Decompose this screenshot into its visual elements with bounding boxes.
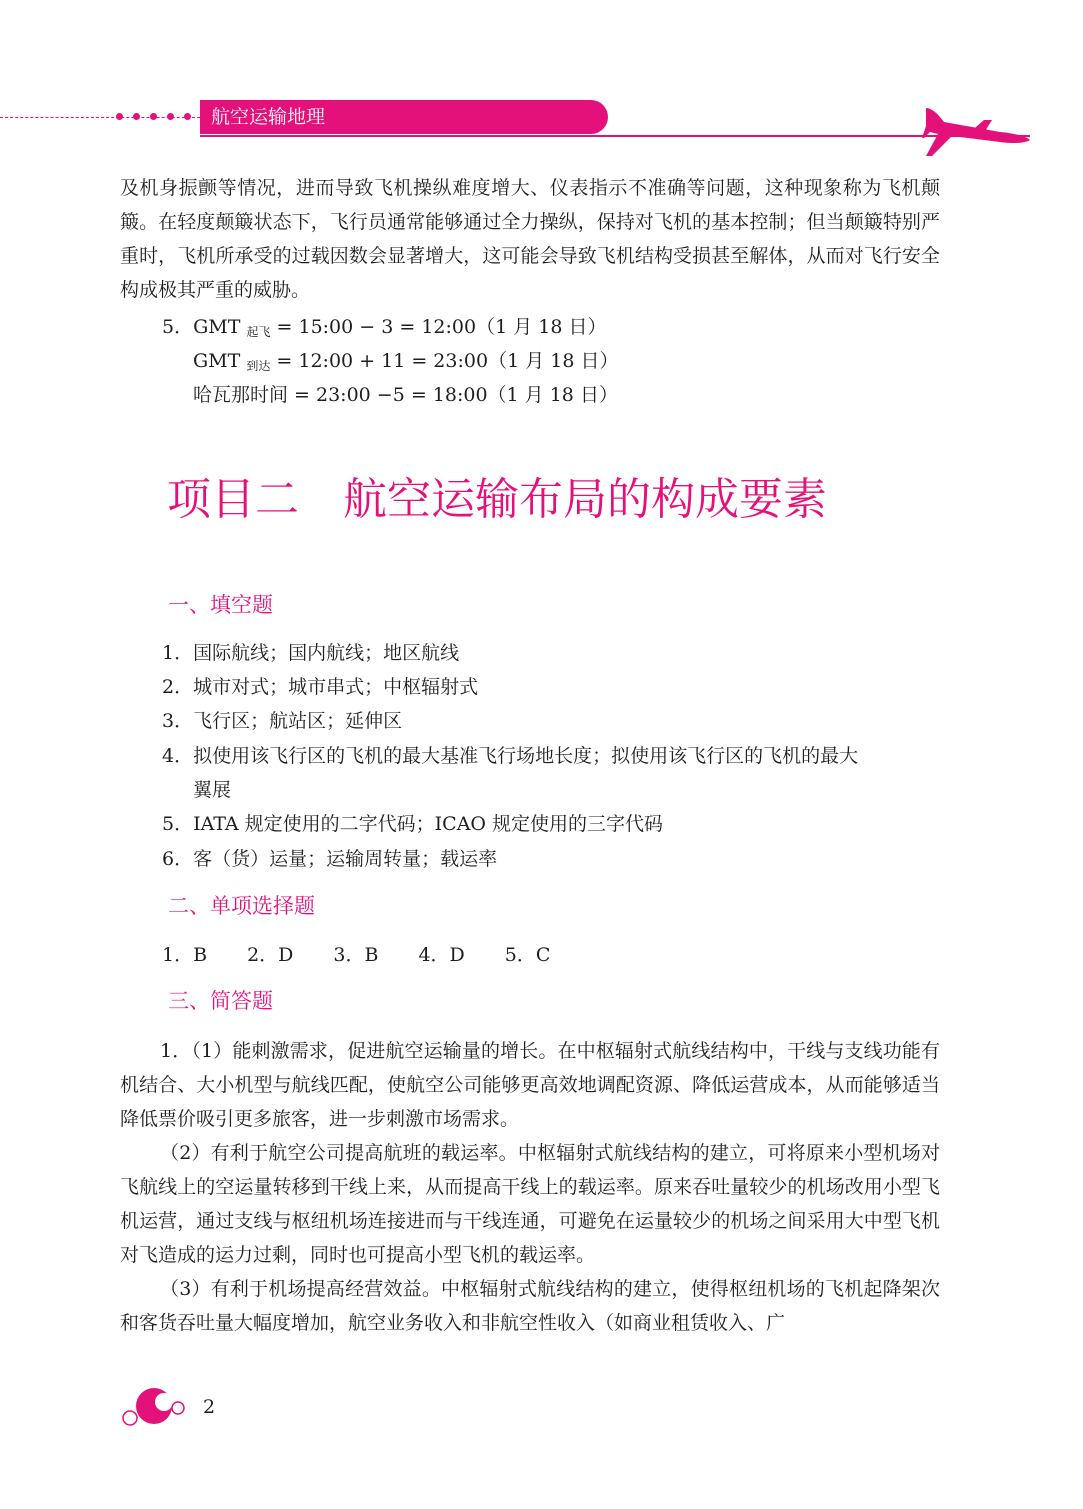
list-item: 1．国际航线；国内航线；地区航线 <box>162 642 460 664</box>
section-heading-short-answer: 三、简答题 <box>168 989 273 1013</box>
section-heading-single-choice: 二、单项选择题 <box>168 894 315 918</box>
formula-takeoff: = 15:00 − 3 = 12:00（1 月 18 日） <box>276 316 607 338</box>
list-item: 5．IATA 规定使用的二字代码；ICAO 规定使用的三字代码 <box>162 813 664 835</box>
item-number: 5． <box>162 316 194 338</box>
gmt-label: GMT <box>193 350 241 372</box>
list-item: 4．拟使用该飞行区的飞机的最大基准飞行场地长度；拟使用该飞行区的飞机的最大 <box>162 745 859 767</box>
subscript-takeoff: 起飞 <box>246 325 271 339</box>
body-paragraph: （3）有利于机场提高经营效益。中枢辐射式航线结构的建立，使得枢纽机场的飞机起降架次和客货吞吐量大幅度增加，航空业务收入和非航空性收入（如商业租赁收入、广 <box>120 1278 940 1334</box>
formula-arrival: = 12:00 + 11 = 23:00（1 月 18 日） <box>276 350 619 372</box>
footer-logo-icon <box>118 1384 193 1432</box>
answer-item: 1．B <box>162 944 208 966</box>
answer-5-line-3: 哈瓦那时间 = 23:00 −5 = 18:00（1 月 18 日） <box>193 384 618 406</box>
page-number: 2 <box>203 1396 216 1418</box>
running-header-title: 航空运输地理 <box>211 106 326 128</box>
gmt-label: GMT <box>193 316 241 338</box>
answer-item: 5．C <box>504 944 551 966</box>
header-dot <box>184 113 191 120</box>
answer-item: 4．D <box>418 944 465 966</box>
body-paragraph: 1．（1）能刺激需求，促进航空运输量的增长。在中枢辐射式航线结构中，干线与支线功能有机结合、大小机型与航线匹配，使航空公司能够更高效地调配资源、降低运营成本，从而能够适当降低票价吸引更多旅客，进一步刺激市场需求。 <box>120 1040 940 1130</box>
subscript-arrival: 到达 <box>246 359 271 373</box>
list-item-continuation: 翼展 <box>193 779 232 801</box>
answer-item: 2．D <box>247 944 294 966</box>
list-item: 3．飞行区；航站区；延伸区 <box>162 710 403 732</box>
body-paragraph: （2）有利于航空公司提高航班的载运率。中枢辐射式航线结构的建立，可将原来小型机场对飞航线上的空运量转移到干线上来，从而提高干线上的载运率。原来吞吐量较少的机场改用小型飞机运营，通过支线与枢纽机场连接进而与干线连通，可避免在运量较少的机场之间采用大中型飞机对飞造成的运力过剩，同时也可提高小型飞机的载运率。 <box>120 1142 940 1266</box>
header-dot <box>116 113 123 120</box>
header-dot <box>133 113 140 120</box>
airplane-icon <box>922 98 1032 160</box>
header-dot <box>167 113 174 120</box>
header-dot <box>150 113 157 120</box>
answer-list <box>162 938 590 972</box>
header-rule <box>200 135 1030 137</box>
list-item: 6．客（货）运量；运输周转量；载运率 <box>162 848 498 870</box>
list-item: 2．城市对式；城市串式；中枢辐射式 <box>162 676 479 698</box>
project-title: 项目二 航空运输布局的构成要素 <box>167 474 827 525</box>
answer-item: 3．B <box>333 944 379 966</box>
section-heading-fill-blank: 一、填空题 <box>168 593 273 617</box>
intro-paragraph: 及机身振颤等情况，进而导致飞机操纵难度增大、仪表指示不准确等问题，这种现象称为飞机颠簸。在轻度颠簸状态下，飞行员通常能够通过全力操纵，保持对飞机的基本控制；但当颠簸特别严重时，飞机所承受的过载因数会显著增大，这可能会导致飞机结构受损甚至解体，从而对飞行安全构成极其严重的威胁。 <box>120 177 940 301</box>
